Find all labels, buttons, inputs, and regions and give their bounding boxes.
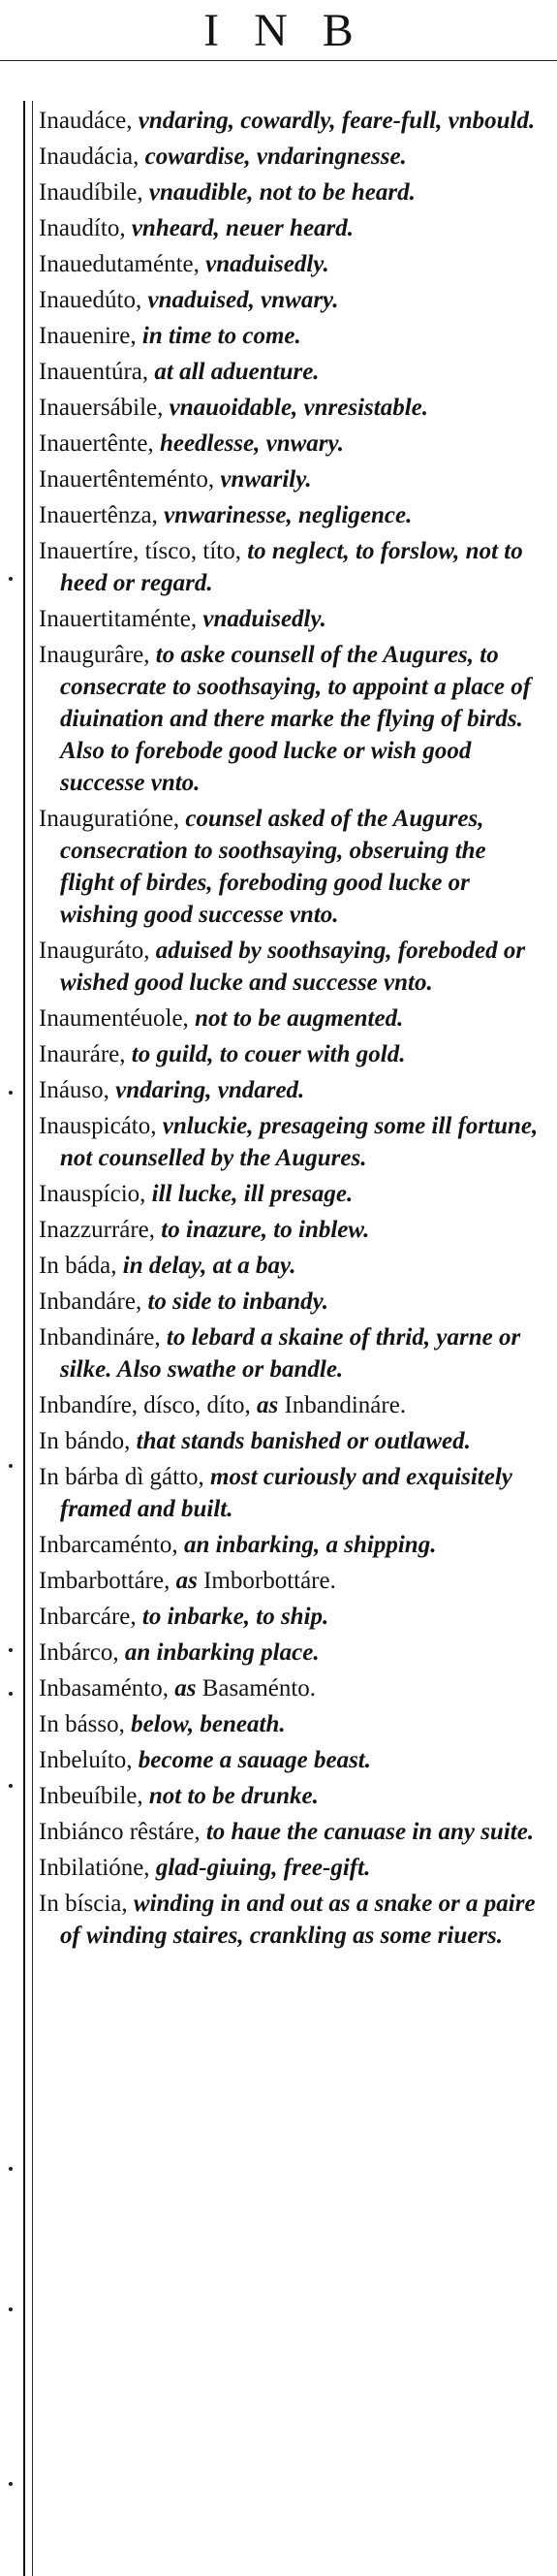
definition: to guild, to couer with gold. <box>125 1041 406 1067</box>
definition: to aske counsell of the Augures, to consecrate to soothsaying, to appoint a place of diuination and there marke the flying of birds. Also to forebode good lucke or wish good successe vnto. <box>60 642 532 796</box>
dictionary-entry <box>39 356 542 388</box>
headword: Inbasaménto, <box>39 1675 169 1701</box>
headword: Ináuso, <box>39 1077 109 1103</box>
headword: In bándo, <box>39 1428 131 1454</box>
dictionary-entry <box>39 1321 542 1385</box>
headword: Inauenire, <box>39 323 137 349</box>
headword: Inauertênte, <box>39 430 154 457</box>
dictionary-entry <box>39 1461 542 1525</box>
dictionary-entry <box>39 803 542 931</box>
dictionary-entry <box>39 499 542 531</box>
cross-reference: Basaménto. <box>196 1675 317 1701</box>
definition: at all aduenture. <box>148 359 320 385</box>
dictionary-entry <box>39 1816 542 1848</box>
headword: Inbeluíto, <box>39 1747 133 1773</box>
headword: Inauertênteménto, <box>39 466 215 493</box>
headword: Inaudácia, <box>39 143 139 170</box>
dictionary-entry <box>39 176 542 208</box>
margin-mark <box>9 1692 13 1696</box>
headword: Inauguráto, <box>39 938 150 964</box>
dictionary-entry <box>39 639 542 799</box>
definition: in time to come. <box>136 323 301 349</box>
dictionary-entry <box>39 603 542 635</box>
definition: vnaudible, not to be heard. <box>142 179 416 206</box>
headword: Inazzurráre, <box>39 1217 156 1243</box>
definition: to inazure, to inblew. <box>155 1217 370 1243</box>
dictionary-entry <box>39 212 542 244</box>
headword: Inauertíre, tísco, títo, <box>39 538 241 564</box>
headword: Inbiánco rêstáre, <box>39 1819 201 1845</box>
definition: in delay, at a bay. <box>116 1253 296 1279</box>
definition: ill lucke, ill presage. <box>145 1181 354 1207</box>
definition: heedlesse, vnwary. <box>153 430 344 457</box>
margin-mark <box>9 1648 13 1652</box>
dictionary-entry <box>39 428 542 460</box>
definition: vnwarily. <box>214 466 312 493</box>
headword: In bárba dì gátto, <box>39 1464 204 1490</box>
dictionary-entry <box>39 1038 542 1070</box>
dictionary-entry <box>39 284 542 316</box>
definition: aduised by soothsaying, foreboded or wished good lucke and successe vnto. <box>60 938 526 996</box>
margin-mark <box>9 1091 13 1095</box>
headword: Inbarcáre, <box>39 1604 137 1630</box>
definition: to inbarke, to ship. <box>136 1604 329 1630</box>
dictionary-entry <box>39 935 542 999</box>
headword: Inaugurâre, <box>39 642 150 668</box>
definition: vnaduised, vnwary. <box>141 287 339 313</box>
dictionary-entry <box>39 1425 542 1457</box>
dictionary-entry <box>39 1888 542 1952</box>
dictionary-entry <box>39 463 542 495</box>
definition: to neglect, to forslow, not to heed or regard. <box>60 538 523 596</box>
dictionary-entry <box>39 535 542 599</box>
margin-mark <box>9 1784 13 1788</box>
dictionary-entry <box>39 1178 542 1210</box>
margin-mark <box>9 2167 13 2171</box>
headword: Inaudíbile, <box>39 179 143 206</box>
cross-reference: Imborbottáre. <box>197 1568 336 1594</box>
definition: vnaduisedly. <box>199 251 329 277</box>
definition: glad-giuing, free-gift. <box>149 1855 371 1881</box>
definition: an inbarking place. <box>118 1639 320 1666</box>
definition: to lebard a skaine of thrid, yarne or silke. Also swathe or bandle. <box>60 1324 521 1383</box>
definition: to haue the canuase in any suite. <box>200 1819 535 1845</box>
dictionary-entry <box>39 1250 542 1282</box>
page-title: INB <box>203 5 388 56</box>
headword: Imbarbottáre, <box>39 1568 170 1594</box>
definition: as <box>250 1392 279 1418</box>
definition: to side to inbandy. <box>141 1288 329 1315</box>
definition: vnheard, neuer heard. <box>125 215 355 241</box>
headword: Inauertênza, <box>39 502 158 528</box>
dictionary-entry <box>39 1002 542 1034</box>
headword: Inauentúra, <box>39 359 149 385</box>
headword: Inauersábile, <box>39 395 164 421</box>
definition: vndaring, vndared. <box>108 1077 305 1103</box>
dictionary-entry <box>39 1708 542 1740</box>
headword: Inauguratióne, <box>39 806 180 832</box>
headword: Inbandáre, <box>39 1288 142 1315</box>
definition: vnauoidable, vnresistable. <box>163 395 429 421</box>
dictionary-entry <box>39 320 542 352</box>
cross-reference: Inbandináre. <box>278 1392 407 1418</box>
headword: Inbárco, <box>39 1639 119 1666</box>
headword: Inauspicáto, <box>39 1113 157 1139</box>
dictionary-entry <box>39 1110 542 1174</box>
headword: Inbilatióne, <box>39 1855 150 1881</box>
dictionary-entry <box>39 1074 542 1106</box>
dictionary-entry <box>39 1852 542 1884</box>
definition: that stands banished or outlawed. <box>130 1428 471 1454</box>
definition: vnluckie, presageing some ill fortune, not counselled by the Augures. <box>60 1113 539 1171</box>
headword: Inbarcaménto, <box>39 1532 178 1558</box>
headword: Inauertitaménte, <box>39 606 198 632</box>
dictionary-entry <box>39 1286 542 1318</box>
dictionary-entry <box>39 1744 542 1776</box>
definition: counsel asked of the Augures, consecration to soothsaying, obseruing the flight of birdes, foreboding good lucke or wishing good successe vnto. <box>60 806 486 928</box>
headword: Inaudíto, <box>39 215 126 241</box>
definition: an inbarking, a shipping. <box>177 1532 437 1558</box>
definition: as <box>168 1675 197 1701</box>
dictionary-entry <box>39 248 542 280</box>
running-head <box>0 0 557 61</box>
definition: below, beneath. <box>124 1711 286 1737</box>
definition: vndaring, cowardly, feare-full, vnbould. <box>132 108 536 134</box>
headword: In básso, <box>39 1711 125 1737</box>
margin-mark <box>9 577 13 581</box>
dictionary-entry <box>39 1672 542 1704</box>
definition: winding in and out as a snake or a paire of winding staires, crankling as some riuers. <box>60 1891 536 1949</box>
definition: vnwarinesse, negligence. <box>157 502 413 528</box>
dictionary-entry <box>39 105 542 137</box>
margin-mark <box>9 2307 13 2311</box>
headword: Inaumentéuole, <box>39 1005 189 1032</box>
dictionary-entry <box>39 1389 542 1421</box>
definition: vnaduisedly. <box>197 606 326 632</box>
dictionary-entry <box>39 1637 542 1669</box>
dictionary-entry <box>39 1529 542 1561</box>
definition: cowardise, vndaringnesse. <box>139 143 407 170</box>
headword: Inaudáce, <box>39 108 133 134</box>
dictionary-entries <box>39 105 542 1956</box>
dictionary-entry <box>39 1601 542 1633</box>
dictionary-entry <box>39 1780 542 1812</box>
headword: Inauráre, <box>39 1041 126 1067</box>
definition: not to be augmented. <box>188 1005 404 1032</box>
headword: Inauspício, <box>39 1181 146 1207</box>
margin-rule-inner <box>32 101 33 2576</box>
headword: Inauedúto, <box>39 287 142 313</box>
headword: In bíscia, <box>39 1891 128 1917</box>
definition: as <box>170 1568 198 1594</box>
margin-mark <box>9 1464 13 1468</box>
definition: most curiously and exquisitely framed and built. <box>60 1464 512 1522</box>
headword: Inauedutaménte, <box>39 251 200 277</box>
margin-rule-outer <box>23 101 25 2576</box>
definition: become a sauage beast. <box>132 1747 371 1773</box>
headword: Inbandináre, <box>39 1324 161 1351</box>
dictionary-entry <box>39 392 542 424</box>
margin-mark <box>9 2482 13 2486</box>
headword: Inbeuíbile, <box>39 1783 143 1809</box>
definition: not to be drunke. <box>142 1783 319 1809</box>
dictionary-entry <box>39 1565 542 1597</box>
headword: Inbandíre, dísco, díto, <box>39 1392 251 1418</box>
dictionary-entry <box>39 1214 542 1246</box>
headword: In báda, <box>39 1253 117 1279</box>
dictionary-entry <box>39 141 542 173</box>
